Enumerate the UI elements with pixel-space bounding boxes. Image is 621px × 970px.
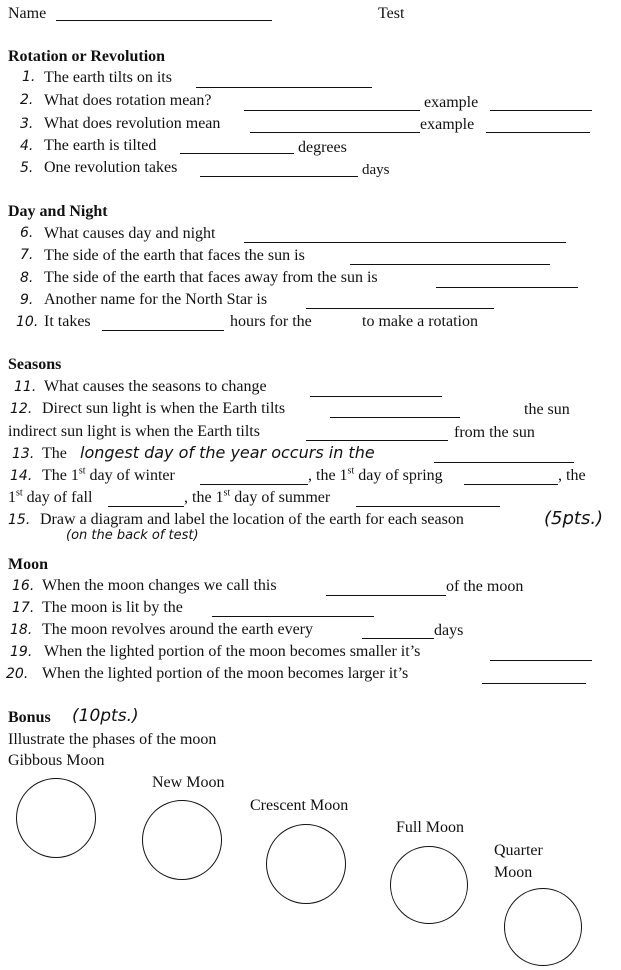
section-heading-moon: Moon — [8, 556, 48, 573]
gibbous-moon-circle[interactable] — [16, 778, 96, 858]
q4-answer-line[interactable] — [180, 153, 294, 154]
full-moon-label: Full Moon — [396, 819, 465, 836]
q11-text: What causes the seasons to change — [44, 378, 267, 395]
q4-unit: degrees — [298, 139, 347, 156]
q14-number: 14. — [10, 468, 33, 484]
q4-text: The earth is tilted — [44, 137, 157, 154]
q10-end: to make a rotation — [362, 313, 478, 330]
q16-answer-line[interactable] — [326, 595, 446, 596]
quarter-moon-label-line1: Quarter — [494, 842, 543, 859]
q11-answer-line[interactable] — [310, 396, 442, 397]
q5-text: One revolution takes — [44, 159, 178, 176]
name-label: Name — [8, 5, 47, 22]
q15-number: 15. — [8, 512, 31, 528]
q6-answer-line[interactable] — [244, 242, 566, 243]
q14b-summer-text: , the 1st day of summer — [184, 487, 331, 506]
q2-text: What does rotation mean? — [44, 92, 212, 109]
new-moon-circle[interactable] — [142, 800, 222, 880]
q6-text: What causes day and night — [44, 225, 216, 242]
q13-handwritten: longest day of the year occurs in the — [80, 443, 375, 462]
q18-answer-line[interactable] — [362, 638, 434, 639]
q18-number: 18. — [10, 622, 33, 638]
q17-answer-line[interactable] — [212, 616, 374, 617]
bonus-points: (10pts.) — [72, 706, 139, 726]
q13-text: The — [42, 445, 67, 462]
q14-summer-line[interactable] — [356, 506, 500, 507]
q6-number: 6. — [20, 225, 34, 241]
q7-answer-line[interactable] — [350, 264, 550, 265]
q13-number: 13. — [12, 446, 35, 462]
q9-answer-line[interactable] — [306, 308, 494, 309]
q10-hours-line[interactable] — [102, 330, 224, 331]
q7-number: 7. — [20, 247, 34, 263]
q8-number: 8. — [20, 270, 34, 286]
q8-text: The side of the earth that faces away from the sun is — [44, 269, 378, 286]
q7-text: The side of the earth that faces the sun is — [44, 247, 305, 264]
q9-text: Another name for the North Star is — [44, 291, 268, 308]
q3-number: 3. — [20, 116, 34, 132]
q15-note: (on the back of test) — [66, 528, 199, 543]
q2-number: 2. — [20, 92, 34, 108]
q19-text: When the lighted portion of the moon becomes smaller it’s — [44, 643, 421, 660]
q1-answer-line[interactable] — [196, 87, 372, 88]
q14-spring-text: , the 1st day of spring — [308, 465, 443, 484]
q1-number: 1. — [22, 69, 36, 85]
q14-spring-line[interactable] — [464, 484, 558, 485]
crescent-moon-circle[interactable] — [266, 824, 346, 904]
q16-number: 16. — [12, 578, 35, 594]
section-heading-rotation: Rotation or Revolution — [8, 48, 166, 65]
q17-text: The moon is lit by the — [42, 599, 183, 616]
q12b-answer-line[interactable] — [306, 440, 448, 441]
q2-answer-line[interactable] — [244, 110, 420, 111]
q9-number: 9. — [20, 292, 34, 308]
q12b-text: indirect sun light is when the Earth tilts — [8, 423, 260, 440]
q18-end: days — [434, 622, 464, 639]
quarter-moon-label-line2: Moon — [494, 864, 533, 881]
q12-number: 12. — [10, 401, 33, 417]
q11-number: 11. — [14, 379, 37, 395]
test-label: Test — [378, 5, 405, 22]
crescent-moon-label: Crescent Moon — [250, 797, 349, 814]
q20-number: 20. — [6, 666, 29, 682]
q16-end: of the moon — [446, 578, 524, 595]
q12b-end: from the sun — [454, 424, 535, 441]
q8-answer-line[interactable] — [436, 287, 578, 288]
name-line[interactable] — [56, 20, 272, 21]
bonus-heading: Bonus — [8, 709, 51, 726]
q2-example-label: example — [424, 94, 479, 111]
q10-middle: hours for the — [230, 313, 312, 330]
q14-text: The 1st day of winter — [42, 465, 175, 484]
new-moon-label: New Moon — [152, 774, 225, 791]
q3-example-line[interactable] — [486, 132, 590, 133]
q14-fall-line[interactable] — [108, 506, 184, 507]
q12-text: Direct sun light is when the Earth tilts — [42, 400, 286, 417]
q15-points: (5pts.) — [544, 508, 604, 529]
q10-text: It takes — [44, 313, 91, 330]
section-heading-seasons: Seasons — [8, 356, 62, 373]
section-heading-day-night: Day and Night — [8, 203, 108, 220]
q19-answer-line[interactable] — [490, 660, 592, 661]
full-moon-circle[interactable] — [390, 846, 468, 924]
q5-number: 5. — [20, 160, 34, 176]
q19-number: 19. — [10, 644, 33, 660]
q12-answer-line[interactable] — [330, 417, 460, 418]
q16-text: When the moon changes we call this — [42, 577, 277, 594]
q20-answer-line[interactable] — [482, 683, 586, 684]
q14-the: , the — [558, 467, 586, 484]
q17-number: 17. — [12, 600, 35, 616]
q18-text: The moon revolves around the earth every — [42, 621, 314, 638]
q4-number: 4. — [20, 138, 34, 154]
q12-end: the sun — [524, 401, 570, 418]
gibbous-moon-label: Gibbous Moon — [8, 752, 105, 769]
q13-answer-line[interactable] — [434, 462, 574, 463]
q3-example-label: example — [420, 116, 475, 133]
q10-number: 10. — [16, 314, 39, 330]
q15-text: Draw a diagram and label the location of the earth for each season — [40, 511, 464, 528]
q3-text: What does revolution mean — [44, 115, 221, 132]
q3-answer-line[interactable] — [250, 132, 420, 133]
q5-answer-line[interactable] — [200, 176, 358, 177]
q5-unit: days — [362, 162, 390, 178]
q1-text: The earth tilts on its — [44, 69, 172, 86]
quarter-moon-circle[interactable] — [504, 888, 582, 966]
q14-winter-line[interactable] — [200, 484, 308, 485]
bonus-instruction: Illustrate the phases of the moon — [8, 731, 217, 748]
q14b-fall-text: 1st day of fall — [8, 487, 93, 506]
q2-example-line[interactable] — [490, 110, 592, 111]
q20-text: When the lighted portion of the moon becomes larger it’s — [42, 665, 409, 682]
